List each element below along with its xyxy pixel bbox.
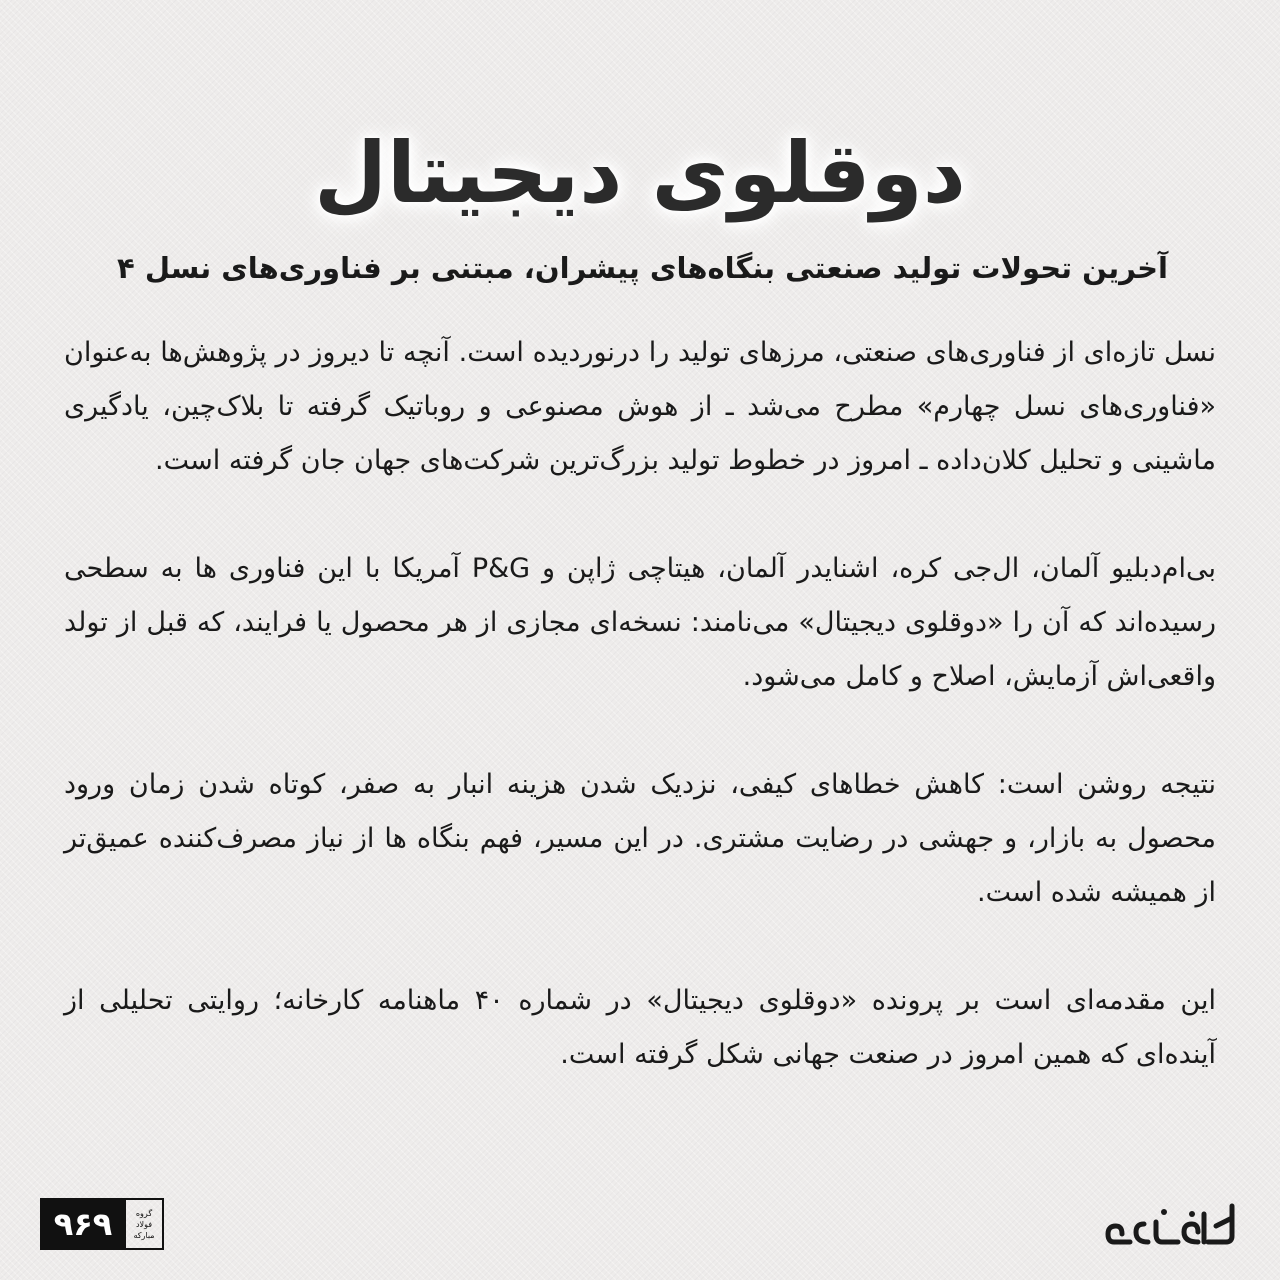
logo-side-line-1: گروه [135,1208,153,1218]
paragraph-3: نتیجه روشن است: کاهش خطاهای کیفی، نزدیک شدن هزینه انبار به صفر، کوتاه شدن زمان ورود محصول به بازار، و جهشی در رضایت مشتری. در این مسیر، فهم بنگاه ها از نیاز مصرف‌کننده عمیق‌تر از همیشه شده است. [64,769,1216,908]
paragraph-4: این مقدمه‌ای است بر پرونده «دوقلوی دیجیتال» در شماره ۴۰ ماهنامه کارخانه؛ روایتی تحلیلی از آینده‌ای که همین امروز در صنعت جهانی شکل گرفته است. [64,985,1216,1070]
logo-side-line-3: مبارکه [133,1230,155,1240]
karkhaneh-logo-icon [1100,1196,1240,1252]
karkhaneh-wordmark-icon [1100,1196,1240,1252]
logo-side-line-2: فولاد [135,1219,153,1229]
article-body [64,326,1216,1136]
logo-side-text [126,1198,164,1250]
paragraph-2: بی‌ام‌دبلیو آلمان، ال‌جی کره، اشنایدر آلمان، هیتاچی ژاپن و P&G آمریکا با این فناوری ها به سطحی رسیده‌اند که آن را «دوقلوی دیجیتال» می‌نامند: نسخه‌ای مجازی از هر محصول یا فرایند، که قبل از تولد واقعی‌اش آزمایش، اصلاح و کامل می‌شود. [64,553,1216,692]
page-title: دوقلوی دیجیتال [314,124,966,222]
paragraph-1: نسل تازه‌ای از فناوری‌های صنعتی، مرزهای تولید را درنوردیده است. آنچه تا دیروز در پژوهش‌ها به‌عنوان «فناوری‌های نسل چهارم» مطرح می‌شد ـ از هوش مصنوعی و روباتیک گرفته تا بلاک‌چین، یادگیری ماشینی و تحلیل کلان‌داده ـ امروز در خطوط تولید بزرگ‌ترین شرکت‌های جهان جان گرفته است. [64,337,1216,476]
logo-number: ۹۶۹ [40,1198,126,1250]
page-subtitle: آخرین تحولات تولید صنعتی بنگاه‌های پیشران، مبتنی بر فناوری‌های نسل ۴ [117,251,1168,285]
publisher-logo-left [40,1198,168,1250]
